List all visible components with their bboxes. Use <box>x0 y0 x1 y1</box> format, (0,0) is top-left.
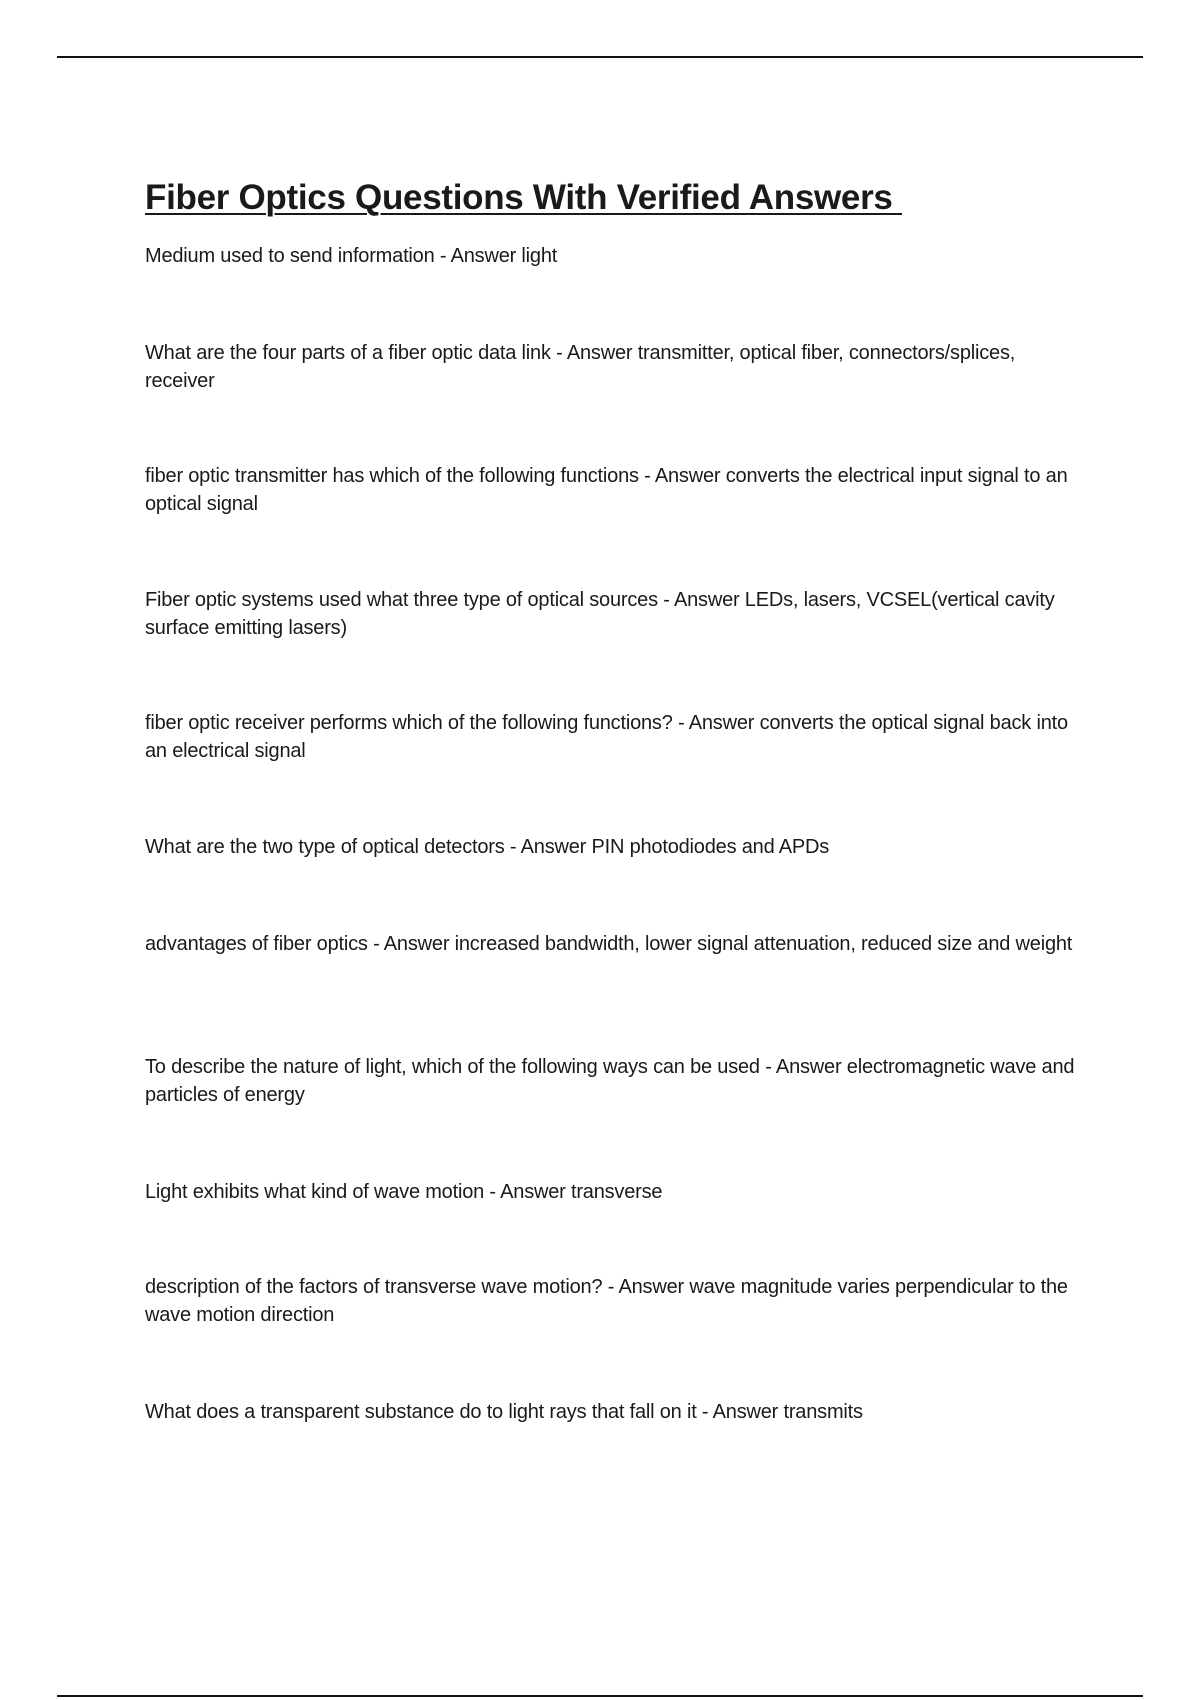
qa-item: What are the two type of optical detectors - Answer PIN photodiodes and APDs <box>145 836 830 858</box>
qa-item: Fiber optic systems used what three type of optical sources - Answer LEDs, lasers, VCSEL(vertical cavity surface emitting lasers) <box>145 589 1055 639</box>
footer-rule <box>57 1695 1143 1697</box>
qa-item: fiber optic transmitter has which of the following functions - Answer converts the electrical input signal to an optical signal <box>145 465 1068 515</box>
qa-item: advantages of fiber optics - Answer increased bandwidth, lower signal attenuation, reduced size and weight <box>145 933 1073 955</box>
qa-item: fiber optic receiver performs which of the following functions? - Answer converts the optical signal back into an electrical signal <box>145 712 1068 762</box>
header-rule <box>57 56 1143 58</box>
qa-item: What does a transparent substance do to light rays that fall on it - Answer transmits <box>145 1401 863 1423</box>
qa-item: What are the four parts of a fiber optic data link - Answer transmitter, optical fiber, connectors/splices, receiver <box>145 342 1016 392</box>
qa-item: description of the factors of transverse wave motion? - Answer wave magnitude varies perpendicular to the wave motion direction <box>145 1276 1068 1326</box>
qa-item: To describe the nature of light, which of the following ways can be used - Answer electromagnetic wave and particles of energy <box>145 1056 1075 1106</box>
qa-item: Light exhibits what kind of wave motion - Answer transverse <box>145 1181 663 1203</box>
qa-item: Medium used to send information - Answer light <box>145 245 558 267</box>
page-title: Fiber Optics Questions With Verified Answers <box>145 178 902 217</box>
